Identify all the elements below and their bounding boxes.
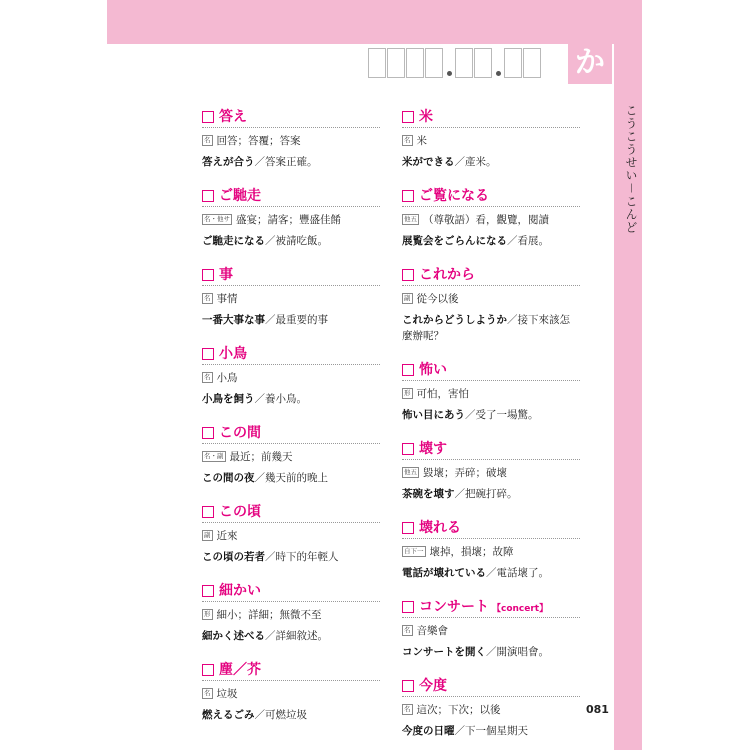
checkbox-icon[interactable] (202, 427, 214, 439)
entry-head (202, 341, 380, 365)
entry (202, 420, 380, 486)
entry (402, 183, 580, 249)
checkbox-row (368, 48, 542, 78)
definition-line (202, 449, 380, 464)
entry-head (202, 262, 380, 286)
headword: 壊れる (419, 520, 461, 536)
example-jp: 電話が壊れている (402, 567, 486, 579)
pos-badge: 副 (404, 294, 411, 302)
checkbox-icon[interactable] (202, 111, 214, 123)
entry (402, 515, 580, 581)
entry-head (402, 357, 580, 381)
entry-head (402, 673, 580, 697)
example (402, 486, 580, 502)
definition-line (202, 212, 380, 227)
pos-badge: 名 (204, 136, 211, 144)
definition: 壞掉，損壞；故障 (429, 546, 514, 558)
checkbox-icon[interactable] (402, 601, 414, 613)
definition: 從今以後 (416, 293, 459, 305)
example (402, 565, 580, 581)
definition-line (402, 544, 580, 559)
pos-badge: 名・他サ (204, 215, 230, 223)
headword: この間 (219, 425, 261, 441)
definition: 盛宴；請客；豐盛佳餚 (236, 214, 341, 226)
entry-head (202, 183, 380, 207)
checkbox-icon[interactable] (402, 522, 414, 534)
definition: 垃圾 (216, 688, 238, 700)
example-zh: ／幾天前的晚上 (254, 472, 328, 484)
header-band (107, 0, 642, 44)
definition-line (402, 623, 580, 638)
pos-badge: 名 (204, 689, 211, 697)
pos-badge: 自下一 (404, 547, 424, 555)
dot-separator (496, 71, 501, 76)
entry-head (402, 183, 580, 207)
headword: 事 (219, 267, 233, 283)
example-jp: 一番大事な事 (202, 314, 265, 326)
check-box (425, 48, 443, 78)
entry-head (402, 515, 580, 539)
dot-separator (447, 71, 452, 76)
pos-badge: 名 (404, 626, 411, 634)
example-jp: 今度の日曜 (402, 725, 455, 737)
checkbox-icon[interactable] (402, 443, 414, 455)
example (202, 233, 380, 249)
checkbox-icon[interactable] (402, 111, 414, 123)
definition-line (402, 212, 580, 227)
example (202, 707, 380, 723)
headword: 小鳥 (219, 346, 247, 362)
example (402, 312, 580, 344)
example-zh: ／被請吃飯。 (265, 235, 328, 247)
entry-head (202, 499, 380, 523)
entry (202, 183, 380, 249)
example-zh: ／可燃垃圾 (254, 709, 307, 721)
example (402, 723, 580, 739)
definition: 近來 (216, 530, 238, 542)
example-zh: ／最重要的事 (265, 314, 328, 326)
example-jp: 細かく述べる (202, 630, 265, 642)
example-zh: ／電話壞了。 (486, 567, 549, 579)
example-jp: この頃の若者 (202, 551, 265, 563)
checkbox-icon[interactable] (202, 585, 214, 597)
kana-tab: か (568, 44, 612, 84)
entry-head (202, 104, 380, 128)
example-zh: ／下一個星期天 (454, 725, 528, 737)
example-jp: 展覧会をごらんになる (402, 235, 507, 247)
headword: 塵／芥 (219, 662, 261, 678)
example-zh: ／把碗打碎。 (454, 488, 518, 500)
example (402, 233, 580, 249)
definition-line (402, 386, 580, 401)
pos-badge: 他五 (404, 215, 417, 223)
example-jp: 小鳥を飼う (202, 393, 255, 405)
example-zh: ／詳細敘述。 (265, 630, 328, 642)
headword: 細かい (219, 583, 261, 599)
side-index-text: こうこうせい－こんど (624, 104, 638, 235)
checkbox-icon[interactable] (402, 190, 414, 202)
checkbox-icon[interactable] (402, 680, 414, 692)
example (202, 549, 380, 565)
entry-head (202, 657, 380, 681)
example-zh: ／產米。 (454, 156, 497, 168)
example-jp: 怖い目にあう (402, 409, 465, 421)
checkbox-icon[interactable] (202, 506, 214, 518)
definition: 回答；答覆；答案 (216, 135, 301, 147)
definition: 音樂會 (416, 625, 448, 637)
check-box (406, 48, 424, 78)
definition-line (402, 133, 580, 148)
example (202, 391, 380, 407)
example-zh: ／受了一場驚。 (465, 409, 539, 421)
example-jp: 燃えるごみ (202, 709, 255, 721)
headword: これから (419, 267, 475, 283)
example-zh: ／開演唱會。 (486, 646, 549, 658)
example-zh: ／答案正確。 (254, 156, 318, 168)
check-box (455, 48, 473, 78)
example-jp: 茶碗を壊す (402, 488, 455, 500)
check-box (368, 48, 386, 78)
check-box (523, 48, 541, 78)
entry-head (402, 594, 580, 618)
loanword-tag: 【concert】 (492, 604, 549, 614)
example (202, 470, 380, 486)
example-jp: これからどうしようか (402, 314, 507, 326)
example (202, 154, 380, 170)
checkbox-icon[interactable] (202, 664, 214, 676)
entry (402, 262, 580, 344)
headword: この頃 (219, 504, 261, 520)
pos-badge: 形 (404, 389, 411, 397)
headword: 壊す (419, 441, 447, 457)
definition: 米 (416, 135, 427, 147)
headword: 答え (219, 109, 247, 125)
headword: コンサート (419, 599, 489, 615)
example-jp: 米ができる (402, 156, 455, 168)
entry-head (402, 104, 580, 128)
definition-line (202, 686, 380, 701)
example-zh: ／接下來該怎麼辦呢？ (402, 314, 570, 342)
definition: 毀壞；弄碎；破壞 (423, 467, 507, 479)
entry (402, 104, 580, 170)
definition: 這次；下次；以後 (416, 704, 501, 716)
pos-badge: 名 (404, 136, 411, 144)
headword: 怖い (419, 362, 447, 378)
pos-badge: 名 (204, 373, 211, 381)
definition: （尊敬語）看，觀覽，閱讀 (423, 214, 549, 226)
headword: ご馳走 (219, 188, 261, 204)
example-jp: この間の夜 (202, 472, 255, 484)
definition-line (202, 291, 380, 306)
checkbox-icon[interactable] (202, 190, 214, 202)
definition: 小鳥 (216, 372, 238, 384)
checkbox-icon[interactable] (402, 269, 414, 281)
entry-head (402, 436, 580, 460)
entry (202, 578, 380, 644)
entry-head (402, 262, 580, 286)
pos-badge: 名・副 (204, 452, 224, 460)
entry (402, 673, 580, 739)
pos-badge: 他五 (404, 468, 417, 476)
entry (202, 262, 380, 328)
checkbox-icon[interactable] (402, 364, 414, 376)
definition: 可怕，害怕 (416, 388, 469, 400)
entry-head (202, 578, 380, 602)
example (402, 407, 580, 423)
pos-badge: 名 (204, 294, 211, 302)
definition: 細小；詳細；無微不至 (216, 609, 322, 621)
example-jp: コンサートを開く (402, 646, 486, 658)
definition-line (402, 291, 580, 306)
definition-line (202, 607, 380, 622)
definition: 事情 (216, 293, 238, 305)
example-jp: ご馳走になる (202, 235, 265, 247)
checkbox-icon[interactable] (202, 348, 214, 360)
entry (402, 594, 580, 660)
definition-line (202, 528, 380, 543)
definition-line (202, 370, 380, 385)
entry-head (202, 420, 380, 444)
definition-line (402, 702, 580, 717)
example-zh: ／時下的年輕人 (265, 551, 339, 563)
check-box (387, 48, 405, 78)
definition-line (202, 133, 380, 148)
example (202, 312, 380, 328)
definition-line (402, 465, 580, 480)
pos-badge: 形 (204, 610, 211, 618)
example (202, 628, 380, 644)
page-number: 081 (586, 703, 609, 716)
example (402, 644, 580, 660)
headword: ご覧になる (419, 188, 489, 204)
check-box (474, 48, 492, 78)
example (402, 154, 580, 170)
entry (202, 341, 380, 407)
headword: 米 (419, 109, 433, 125)
entry (402, 436, 580, 502)
checkbox-icon[interactable] (202, 269, 214, 281)
pos-badge: 副 (204, 531, 211, 539)
headword: 今度 (419, 678, 447, 694)
definition: 最近；前幾天 (229, 451, 293, 463)
entry (202, 104, 380, 170)
entry (402, 357, 580, 423)
left-column (202, 104, 380, 736)
check-box (504, 48, 522, 78)
example-zh: ／養小鳥。 (254, 393, 307, 405)
example-jp: 答えが合う (202, 156, 255, 168)
pos-badge: 名 (404, 705, 411, 713)
right-column (402, 104, 580, 752)
entry (202, 499, 380, 565)
example-zh: ／看展。 (507, 235, 549, 247)
entry (202, 657, 380, 723)
